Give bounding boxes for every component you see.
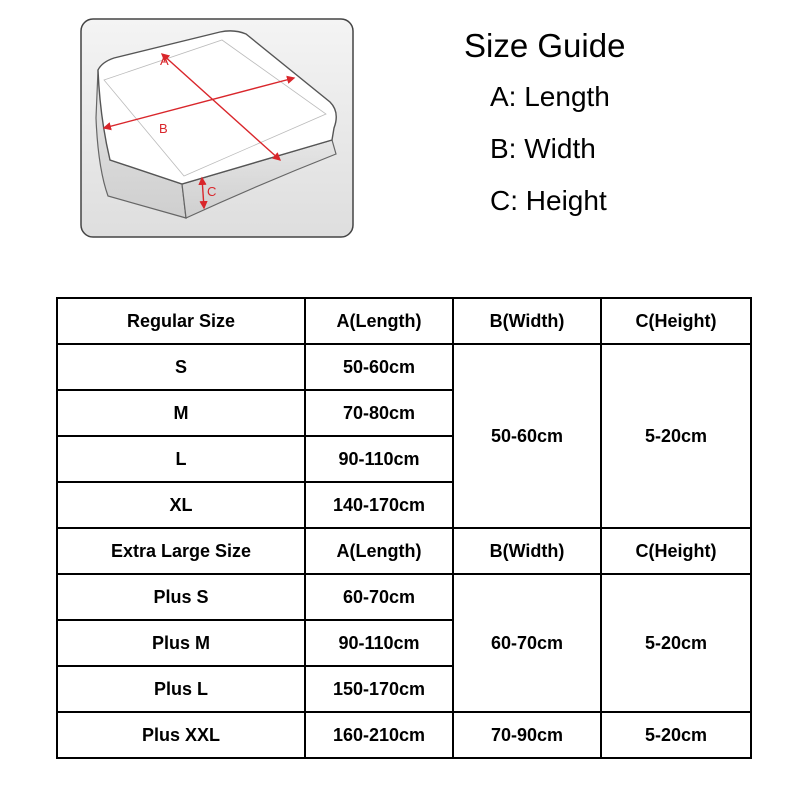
length-cell: 150-170cm [305,666,453,712]
length-cell: 70-80cm [305,390,453,436]
size-cell: Plus S [57,574,305,620]
header-length: A(Length) [305,528,453,574]
size-guide-legend [464,26,625,236]
length-cell: 60-70cm [305,574,453,620]
table-row [57,574,751,620]
regular-header-row [57,298,751,344]
header-size: Regular Size [57,298,305,344]
size-cell: L [57,436,305,482]
length-cell: 160-210cm [305,712,453,758]
size-cell: Plus XXL [57,712,305,758]
legend-width: B: Width [490,133,596,164]
length-cell: 140-170cm [305,482,453,528]
header-width: B(Width) [453,528,601,574]
table-row [57,712,751,758]
extra-header-row [57,528,751,574]
cushion-diagram [80,18,354,238]
size-cell: Plus L [57,666,305,712]
length-cell: 90-110cm [305,436,453,482]
header-size: Extra Large Size [57,528,305,574]
size-cell: XL [57,482,305,528]
width-cell: 70-90cm [453,712,601,758]
size-cell: M [57,390,305,436]
header-length: A(Length) [305,298,453,344]
label-b: B [159,121,168,136]
header-height: C(Height) [601,298,751,344]
legend-length: A: Length [490,81,610,112]
header-width: B(Width) [453,298,601,344]
header-height: C(Height) [601,528,751,574]
size-cell: S [57,344,305,390]
height-cell: 5-20cm [601,712,751,758]
legend-height: C: Height [490,185,607,216]
table-row [57,344,751,390]
height-cell: 5-20cm [601,574,751,712]
length-cell: 90-110cm [305,620,453,666]
size-guide-title: Size Guide [464,27,626,64]
label-a: A [160,53,169,68]
length-cell: 50-60cm [305,344,453,390]
size-table [56,297,752,759]
height-cell: 5-20cm [601,344,751,528]
size-cell: Plus M [57,620,305,666]
width-cell: 50-60cm [453,344,601,528]
label-c: C [207,184,217,199]
width-cell: 60-70cm [453,574,601,712]
